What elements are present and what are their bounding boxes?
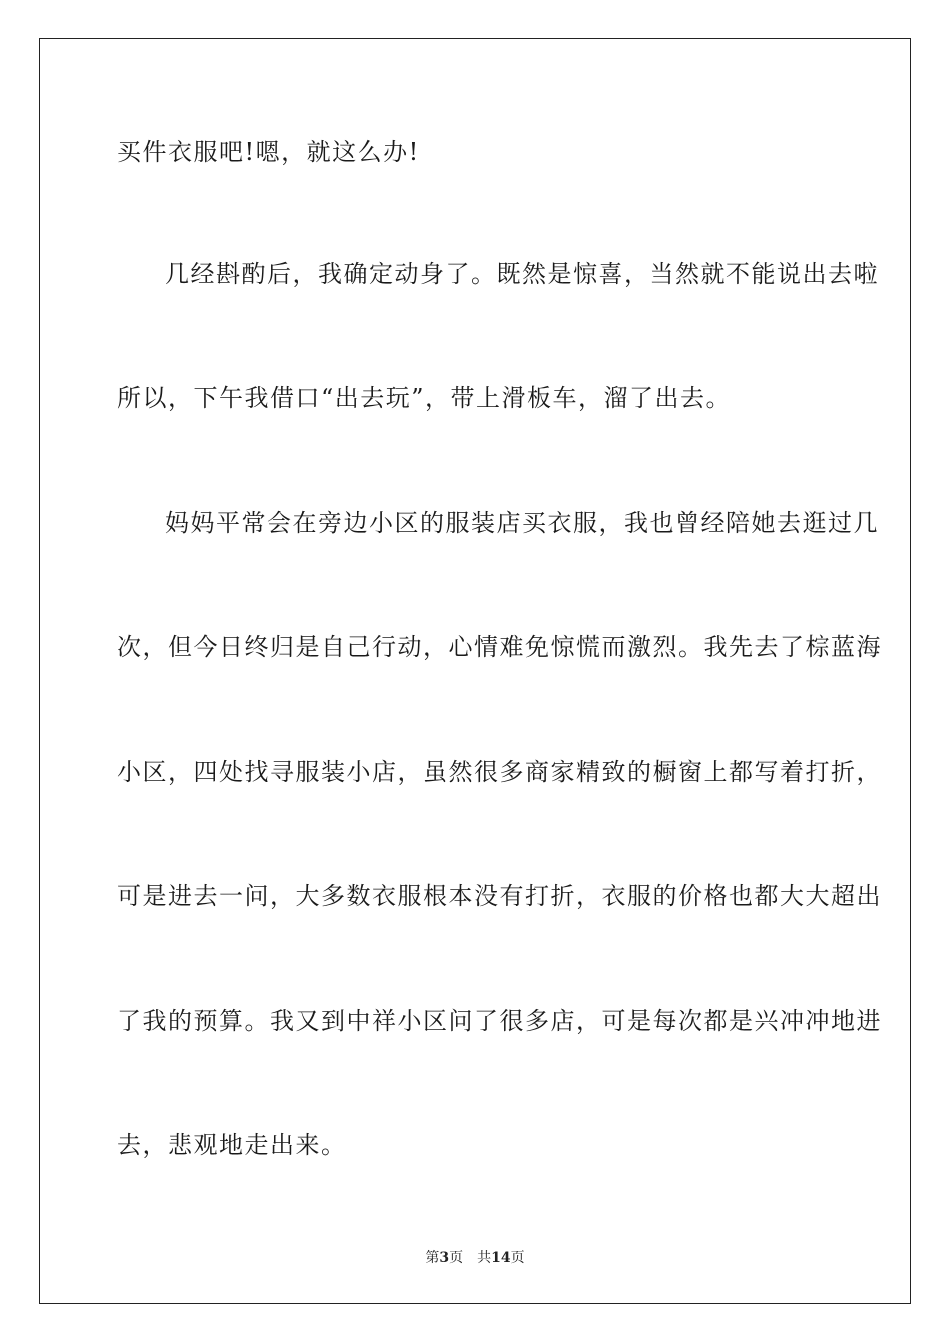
footer-page-suffix: 页 [449, 1250, 464, 1266]
text-line-9: 去，悲观地走出来。 [117, 1131, 347, 1159]
text-line-1: 买件衣服吧!嗯，就这么办! [117, 138, 420, 166]
text-line-2: 几经斟酌后，我确定动身了。既然是惊喜，当然就不能说出去啦 [165, 260, 879, 288]
text-line-3: 所以，下午我借口“出去玩”，带上滑板车，溜了出去。 [117, 384, 732, 412]
text-line-4: 妈妈平常会在旁边小区的服装店买衣服，我也曾经陪她去逛过几 [165, 509, 879, 537]
footer-total-pages: 14 [491, 1250, 511, 1266]
text-line-7: 可是进去一问，大多数衣服根本没有打折，衣服的价格也都大大超出 [117, 882, 882, 910]
footer-page-number: 3 [439, 1250, 450, 1266]
footer-page-prefix: 第 [425, 1250, 440, 1266]
footer-total-suffix: 页 [510, 1250, 525, 1266]
page-border [39, 38, 911, 1304]
text-line-6: 小区，四处找寻服装小店，虽然很多商家精致的橱窗上都写着打折， [117, 758, 882, 786]
page-footer [0, 1248, 950, 1268]
footer-total-prefix: 共 [477, 1250, 492, 1266]
text-line-5: 次，但今日终归是自己行动，心情难免惊慌而激烈。我先去了棕蓝海 [117, 633, 882, 661]
text-line-8: 了我的预算。我又到中祥小区问了很多店，可是每次都是兴冲冲地进 [117, 1007, 882, 1035]
